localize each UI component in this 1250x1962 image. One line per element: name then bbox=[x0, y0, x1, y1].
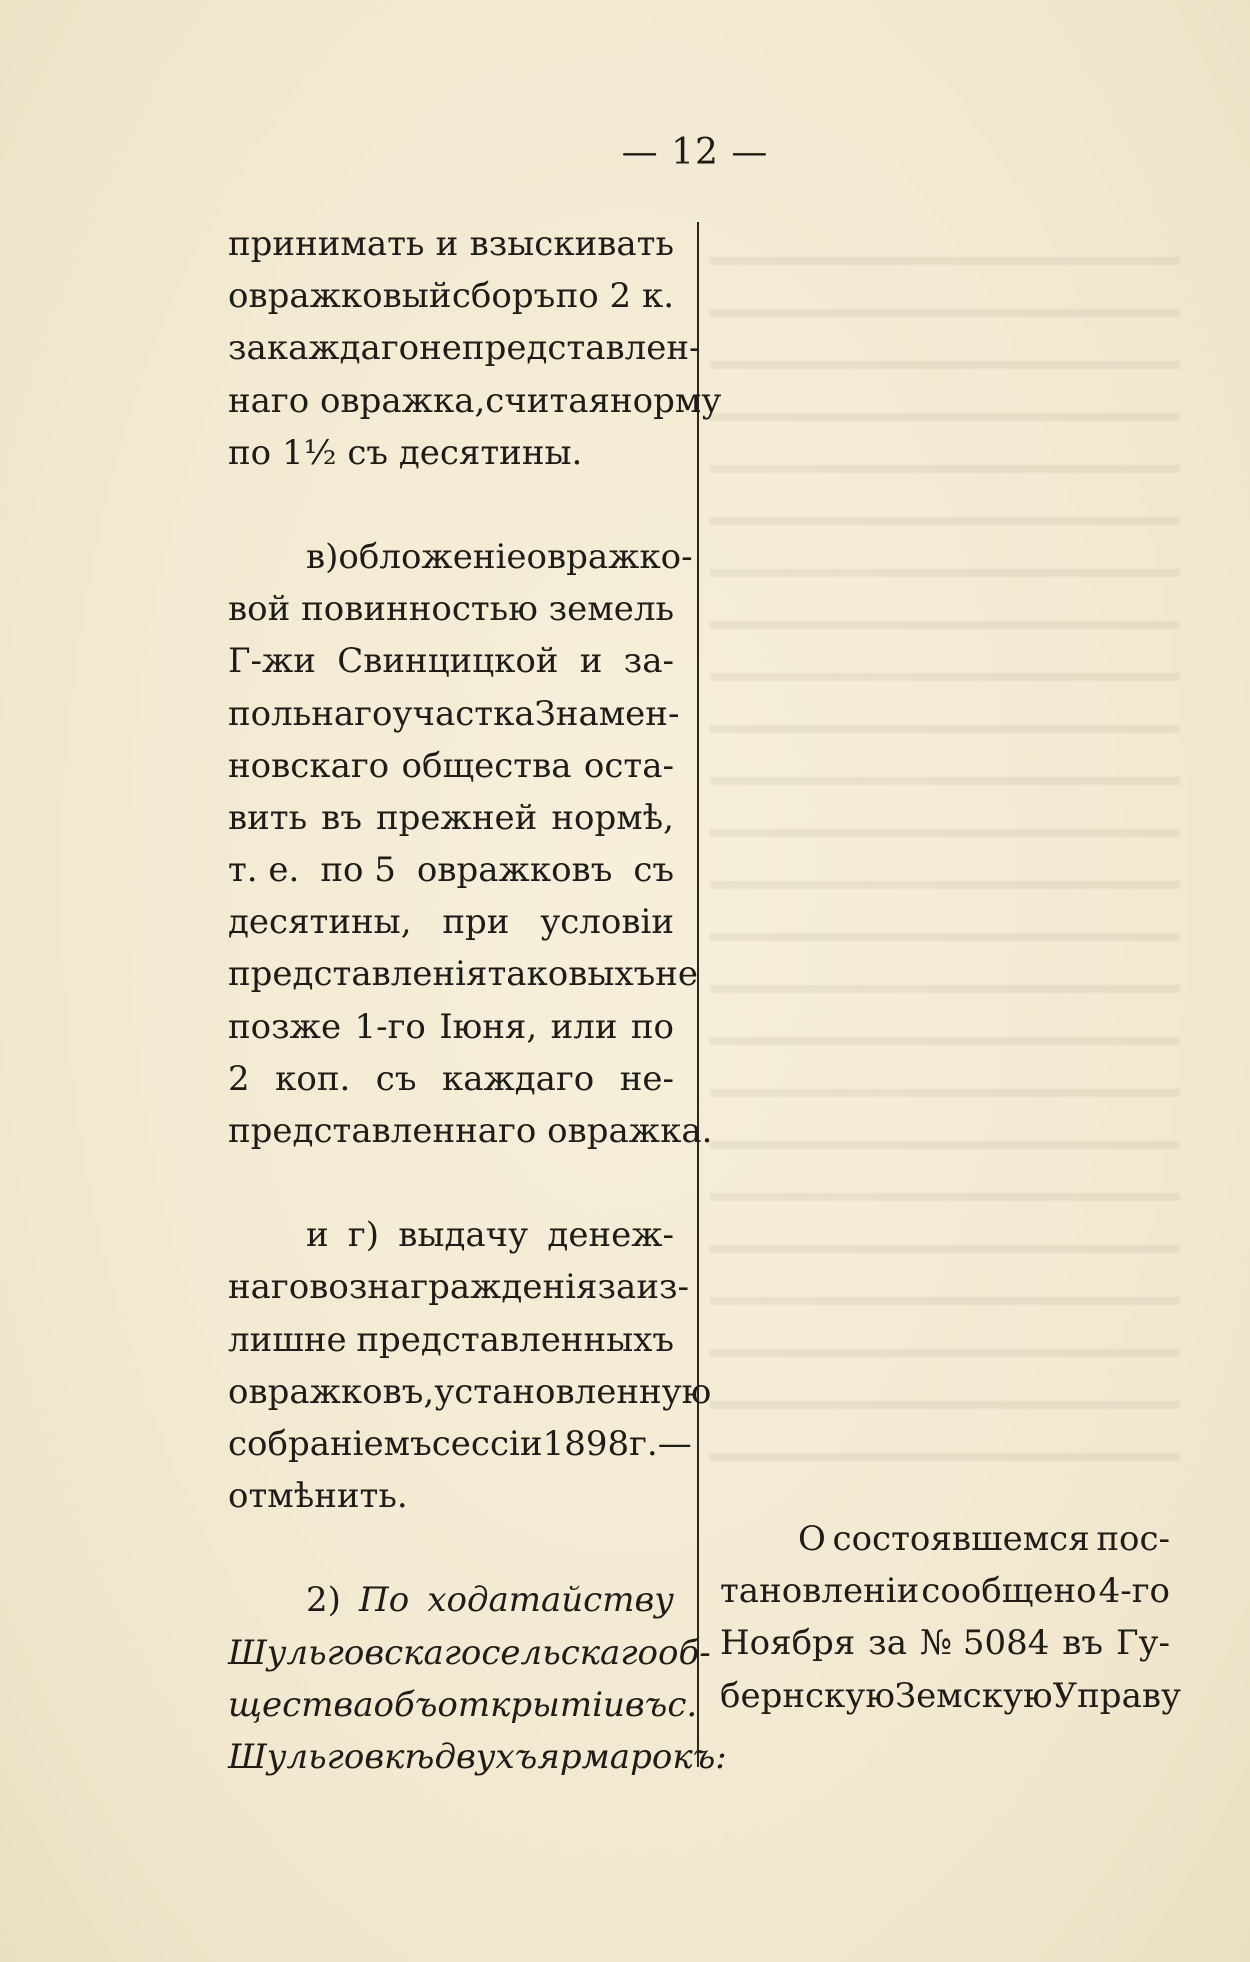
word: десятины, bbox=[228, 902, 412, 943]
word: пос- bbox=[1096, 1519, 1170, 1559]
paragraph bbox=[228, 531, 713, 1157]
word: участка bbox=[392, 693, 535, 734]
word: земель bbox=[548, 589, 674, 630]
word: двухъ bbox=[434, 1736, 538, 1777]
word: щества bbox=[228, 1684, 374, 1725]
word: ходатайству bbox=[427, 1580, 674, 1621]
word: принимать bbox=[228, 224, 425, 264]
text-line bbox=[228, 1574, 674, 1626]
word: прежней bbox=[376, 797, 538, 838]
word: каждаго bbox=[441, 1058, 595, 1099]
word: г.— bbox=[629, 1423, 692, 1464]
word: г) bbox=[347, 1215, 379, 1256]
word: овражковый bbox=[228, 276, 452, 317]
text-line bbox=[720, 1513, 1170, 1565]
word: непредставлен- bbox=[419, 328, 701, 369]
word: коп. bbox=[275, 1058, 351, 1099]
word: или bbox=[550, 1006, 618, 1047]
word: наго овражка, bbox=[228, 380, 486, 421]
text-line bbox=[228, 1418, 692, 1470]
text-line bbox=[228, 1627, 711, 1679]
text-line bbox=[228, 1470, 674, 1522]
word: съ bbox=[375, 1058, 417, 1099]
text-line bbox=[228, 688, 680, 740]
word: норму bbox=[610, 380, 722, 421]
word: и bbox=[435, 224, 459, 264]
word: из- bbox=[636, 1267, 690, 1308]
word: овражковъ, bbox=[228, 1371, 435, 1412]
word: наго bbox=[228, 1267, 310, 1308]
word: овражковъ bbox=[416, 850, 613, 891]
text-line bbox=[228, 792, 674, 844]
text-line bbox=[228, 1314, 674, 1366]
word: По bbox=[359, 1580, 410, 1621]
word: 1-го bbox=[354, 1006, 426, 1047]
word: общества bbox=[401, 745, 572, 786]
left-column bbox=[228, 218, 727, 1783]
word: собранiемъ bbox=[228, 1423, 432, 1464]
word: представленнаго овражка. bbox=[228, 1111, 713, 1151]
word: овражко- bbox=[526, 536, 693, 577]
text-line bbox=[720, 1670, 1181, 1722]
word: позже bbox=[228, 1006, 342, 1047]
word: с. bbox=[667, 1684, 698, 1725]
text-line bbox=[228, 218, 674, 270]
word: 2 bbox=[228, 1058, 250, 1099]
word: Управу bbox=[1052, 1675, 1181, 1716]
text-line bbox=[228, 427, 674, 479]
word: за bbox=[868, 1623, 907, 1664]
word: Гу- bbox=[1115, 1623, 1170, 1664]
word: взыскивать bbox=[469, 224, 674, 264]
text-line bbox=[228, 896, 674, 948]
word: повинностью bbox=[301, 589, 538, 630]
word: по 1½ съ десятины. bbox=[228, 432, 583, 473]
text-line bbox=[228, 1001, 674, 1053]
text-line bbox=[228, 635, 674, 687]
page-number: — 12 — bbox=[621, 132, 769, 173]
word: условiи bbox=[540, 902, 674, 943]
text-line bbox=[228, 948, 699, 1000]
word: состоявшемся bbox=[832, 1519, 1090, 1559]
word: открытiи bbox=[437, 1684, 625, 1725]
word: новскаго bbox=[228, 745, 390, 786]
text-line bbox=[228, 583, 674, 635]
bleed-through-texture bbox=[710, 225, 1180, 1475]
paragraph-gap bbox=[228, 479, 674, 531]
word: въ bbox=[321, 797, 362, 838]
word: нормѣ, bbox=[551, 797, 674, 838]
word: Ноября bbox=[720, 1623, 856, 1664]
word: вознагражденiя bbox=[309, 1267, 598, 1308]
word: за- bbox=[623, 641, 674, 682]
word: О bbox=[798, 1519, 826, 1559]
word: по 2 к. bbox=[555, 276, 674, 317]
text-line bbox=[228, 270, 674, 322]
text-line bbox=[228, 322, 701, 374]
word: считая bbox=[485, 380, 610, 421]
word: 2) bbox=[306, 1580, 341, 1621]
right-column bbox=[720, 1513, 1181, 1722]
paragraph bbox=[228, 1574, 727, 1783]
word: въ bbox=[1062, 1623, 1104, 1664]
word: вить bbox=[228, 797, 308, 838]
word: не bbox=[655, 954, 699, 995]
paragraph-gap bbox=[228, 1157, 674, 1209]
word: не- bbox=[619, 1058, 674, 1099]
word: обложенiе bbox=[338, 536, 527, 577]
word: по bbox=[630, 1006, 674, 1047]
word: вой bbox=[228, 589, 291, 630]
word: ярмарокъ: bbox=[537, 1736, 727, 1777]
word: № 5084 bbox=[919, 1623, 1050, 1664]
word: установленную bbox=[434, 1371, 712, 1412]
word: и bbox=[306, 1215, 329, 1256]
text-line bbox=[228, 1731, 727, 1783]
word: Свинцицкой bbox=[337, 641, 559, 682]
word: представленiя bbox=[228, 954, 488, 995]
text-line bbox=[720, 1565, 1170, 1617]
word: т. е. bbox=[228, 850, 300, 891]
word: при bbox=[442, 902, 510, 943]
word: сельскаго bbox=[481, 1632, 658, 1673]
word: каждаго bbox=[266, 328, 420, 369]
word: лишне bbox=[228, 1319, 347, 1360]
text-line bbox=[228, 1209, 674, 1261]
word: оста- bbox=[583, 745, 674, 786]
word: по 5 bbox=[320, 850, 396, 891]
text-line bbox=[228, 1105, 713, 1157]
paragraph-gap bbox=[228, 1522, 674, 1574]
word: за bbox=[597, 1267, 637, 1308]
text-line bbox=[228, 740, 674, 792]
word: Шульговкѣ bbox=[228, 1736, 435, 1777]
word: бернскую bbox=[720, 1675, 895, 1716]
word: 4-го bbox=[1098, 1571, 1170, 1612]
word: Шульговскаго bbox=[228, 1632, 482, 1673]
word: сессiи bbox=[431, 1423, 543, 1464]
paragraph bbox=[228, 218, 722, 479]
word: сборъ bbox=[451, 276, 556, 317]
word: Iюня, bbox=[439, 1006, 538, 1047]
paragraph bbox=[228, 1209, 712, 1522]
word: представленныхъ bbox=[356, 1319, 674, 1360]
word: отмѣнить. bbox=[228, 1476, 408, 1517]
text-line bbox=[228, 1261, 690, 1313]
word: съ bbox=[633, 850, 674, 891]
text-line bbox=[228, 375, 722, 427]
word: таковыхъ bbox=[487, 954, 656, 995]
word: польнаго bbox=[228, 693, 393, 734]
word: и bbox=[579, 641, 603, 682]
word: об- bbox=[657, 1632, 711, 1673]
text-line bbox=[228, 531, 693, 583]
word: Знамен- bbox=[534, 693, 680, 734]
text-line bbox=[228, 1053, 674, 1105]
word: Г-жи bbox=[228, 641, 316, 682]
word: выдачу bbox=[398, 1215, 529, 1256]
word: в) bbox=[306, 536, 339, 577]
text-line bbox=[228, 1679, 698, 1731]
word: тановленiи bbox=[720, 1571, 920, 1612]
word: объ bbox=[373, 1684, 438, 1725]
word: 1898 bbox=[542, 1423, 630, 1464]
word: сообщено bbox=[921, 1571, 1097, 1612]
text-line bbox=[228, 1366, 712, 1418]
word: въ bbox=[624, 1684, 668, 1725]
word: за bbox=[228, 328, 267, 369]
word: Земскую bbox=[894, 1675, 1053, 1716]
text-line bbox=[720, 1617, 1170, 1669]
text-line bbox=[228, 844, 674, 896]
word: денеж- bbox=[547, 1215, 674, 1256]
